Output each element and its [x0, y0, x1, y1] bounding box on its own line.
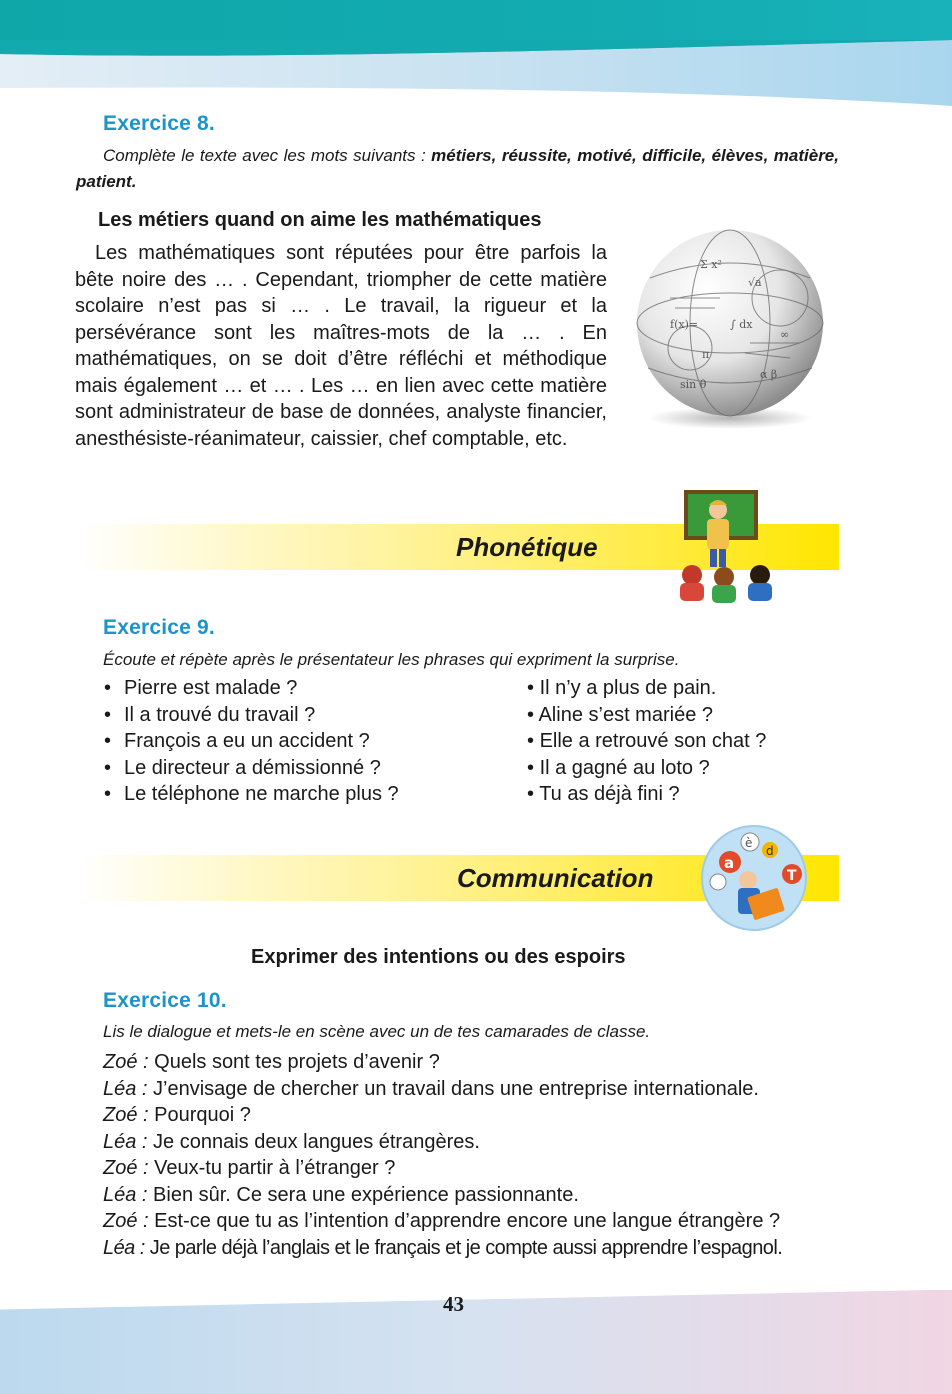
exercise-8-instruction [76, 143, 839, 195]
exercise-8-title: Exercice 8. [103, 112, 215, 135]
dialogue-line: Léa : Bien sûr. Ce sera une expérience passionnante. [103, 1183, 579, 1206]
svg-text:T: T [787, 868, 797, 884]
svg-text:a: a [724, 854, 735, 872]
communication-title: Communication [457, 863, 654, 893]
list-item: • Il a trouvé du travail ? [104, 703, 316, 726]
svg-text:Σ x²: Σ x² [700, 258, 722, 271]
dialogue-line: Léa : Je parle déjà l’anglais et le français et je compte aussi apprendre l’espagnol. [103, 1236, 783, 1259]
text-title: Les métiers quand on aime les mathématiques [98, 209, 542, 231]
exercise-9-title: Exercice 9. [103, 616, 215, 639]
dialogue-line: Zoé : Quels sont tes projets d’avenir ? [103, 1051, 440, 1073]
list-item: • Aline s’est mariée ? [527, 703, 713, 726]
list-item: • François a eu un accident ? [104, 730, 370, 752]
svg-text:π: π [702, 348, 710, 361]
dialogue-line: Zoé : Est-ce que tu as l’intention d’apprendre encore une langue étrangère ? [103, 1210, 781, 1232]
page-number: 43 [443, 1292, 464, 1316]
exercise-8-paragraph: Les mathématiques sont réputées pour être parfois la bête noire des … . Cependant, triompher de cette matière scolaire n’est pas si … . Le travail, la rigueur et la persévérance sont les maîtres-mots de la … . En mathématiques, on se doit d’être réfléchi et méthodique mais également … et … . Les … en lien avec cette matière sont administrateur de base de données, analyste financier, anesthésiste-réanimateur, caissier, chef comptable, etc. [75, 242, 607, 450]
dialogue-line: Zoé : Pourquoi ? [103, 1104, 251, 1126]
exercise-10-title: Exercice 10. [103, 989, 227, 1012]
list-item: • Le directeur a démissionné ? [104, 756, 381, 779]
svg-text:√a: √a [748, 276, 762, 289]
svg-text:sin θ: sin θ [680, 378, 707, 391]
list-item: • Tu as déjà fini ? [527, 783, 680, 805]
instruction-words: métiers, réussite, motivé, difficile, élèves, matière, patient. [76, 146, 839, 191]
communication-heading: Exprimer des intentions ou des espoirs [251, 946, 626, 968]
list-item: • Pierre est malade ? [104, 677, 298, 699]
teacher-students-icon [674, 490, 784, 608]
exercise-9-left-list [104, 675, 399, 808]
exercise-10-instruction: Lis le dialogue et mets-le en scène avec un de tes camarades de classe. [103, 1022, 651, 1041]
dialogue-line: Zoé : Veux-tu partir à l’étranger ? [103, 1157, 396, 1179]
dialogue [103, 1049, 782, 1261]
math-globe-icon [630, 228, 830, 433]
letters-communication-icon [698, 822, 810, 934]
footer-band [0, 1290, 952, 1394]
list-item: • Elle a retrouvé son chat ? [527, 730, 767, 752]
svg-text:d: d [766, 844, 774, 858]
dialogue-line: Léa : Je connais deux langues étrangères. [103, 1130, 480, 1153]
svg-text:è: è [745, 836, 753, 850]
list-item: • Le téléphone ne marche plus ? [104, 783, 399, 805]
svg-text:α β: α β [760, 368, 778, 381]
instruction-prefix: Complète le texte avec les mots suivants : [103, 146, 432, 165]
exercise-9-instruction: Écoute et répète après le présentateur les phrases qui expriment la surprise. [103, 650, 680, 669]
phonetique-title: Phonétique [456, 532, 598, 562]
exercise-9-right-list [527, 675, 766, 808]
list-item: • Il n’y a plus de pain. [527, 677, 717, 699]
list-item: • Il a gagné au loto ? [527, 756, 710, 779]
dialogue-line: Léa : J’envisage de chercher un travail dans une entreprise internationale. [103, 1077, 759, 1100]
svg-text:∫ dx: ∫ dx [730, 318, 753, 331]
svg-text:∞: ∞ [780, 328, 790, 341]
svg-text:f(x)=: f(x)= [670, 318, 699, 331]
header-swoosh [0, 40, 952, 110]
